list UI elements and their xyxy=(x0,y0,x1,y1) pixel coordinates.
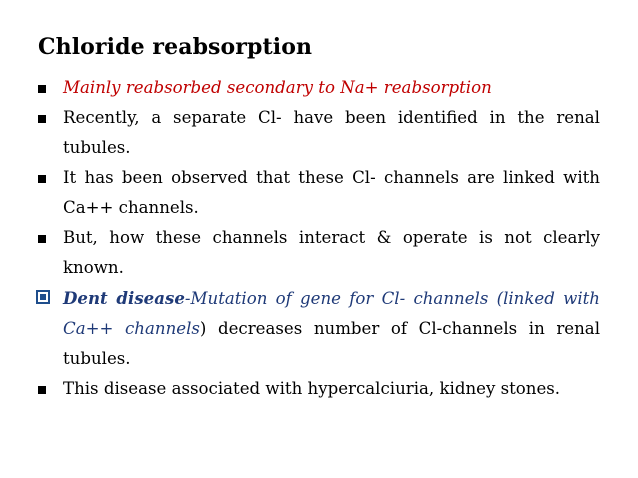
bullet-text: But, how these channels interact & operate is not clearly known. xyxy=(63,228,600,277)
bullet-item xyxy=(38,374,600,404)
bullet-item xyxy=(38,73,600,103)
square-bullet-icon xyxy=(38,115,46,123)
dent-disease-description: -Mutation of gene for Cl- channels (linked with Ca++ channels xyxy=(63,289,600,338)
dent-disease-term: Dent disease xyxy=(63,288,185,308)
bullet-item xyxy=(38,163,600,223)
checkbox-bullet-icon xyxy=(36,290,50,304)
bullet-item-dent-disease xyxy=(38,283,600,374)
square-bullet-icon xyxy=(38,175,46,183)
square-bullet-icon xyxy=(38,386,46,394)
square-bullet-icon xyxy=(38,235,46,243)
square-bullet-icon xyxy=(38,85,46,93)
slide-title: Chloride reabsorption xyxy=(38,34,313,60)
bullet-text: Mainly reabsorbed secondary to Na+ reabsorption xyxy=(63,78,492,97)
dent-disease-effect: ) decreases number of Cl-channels in renal tubules. xyxy=(63,319,601,368)
bullet-text: Recently, a separate Cl- have been identified in the renal tubules. xyxy=(63,108,600,157)
bullet-text: This disease associated with hypercalciuria, kidney stones. xyxy=(63,379,561,398)
bullet-text: It has been observed that these Cl- channels are linked with Ca++ channels. xyxy=(63,168,600,217)
bullet-list xyxy=(38,73,600,404)
bullet-item xyxy=(38,103,600,163)
bullet-item xyxy=(38,223,600,283)
